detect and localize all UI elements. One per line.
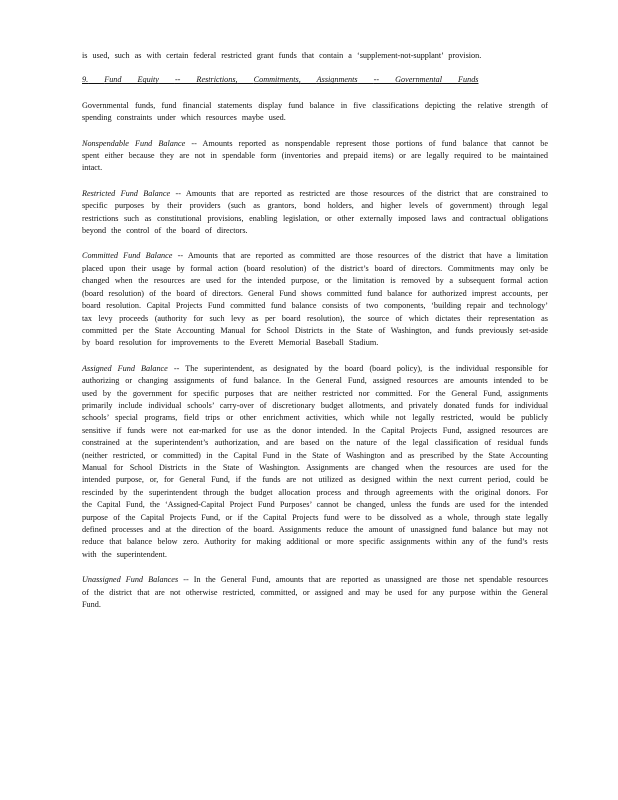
section-title-part: Funds	[458, 75, 479, 85]
term-restricted: Restricted Fund Balance	[82, 188, 171, 198]
term-assigned: Assigned Fund Balance	[82, 363, 168, 373]
intro-paragraph: is used, such as with certain federal restricted grant funds that contain a ‘supplement-not-supplant’ provision.	[82, 51, 482, 60]
paragraph-text: Governmental funds, fund financial statements display fund balance in five classifications depicting the relative strength of spending constraints under which resources maybe used.	[82, 100, 548, 123]
section-title-part: -- Restrictions,	[174, 75, 238, 85]
section-heading	[82, 74, 548, 86]
section-title-part: Assignments	[316, 75, 358, 85]
paragraph-text: -- Amounts that are reported as restricted are those resources of the district that are constrained to specific purposes by their providers (such as grantors, bond holders, and higher levels of government) through legal restrictions such as constitutional provisions, enabling legislation, or other externally imposed laws and contractual obligations beyond the control of the board of directors.	[82, 188, 548, 236]
paragraph-assigned	[82, 363, 548, 562]
paragraph-text: -- In the General Fund, amounts that are reported as unassigned are those net spendable resources of the district that are not otherwise restricted, committed, or assigned and may be used for any purpose within the General Fund.	[82, 575, 549, 610]
section-number: 9.	[82, 75, 89, 85]
paragraph-restricted	[82, 188, 548, 238]
document-body	[82, 50, 548, 624]
paragraph-text: -- The superintendent, as designated by the board (board policy), is the individual responsible for authorizing or changing assignments of fund balance. In the General Fund, assigned resources are amounts intended to be used by the government for specific purposes that are neither restricted nor committed. For the General Fund, assignments primarily include individual schools’ carry-over of discretionary budget allotments, and privately donated funds for individual schools’ special programs, field trips or other enrichment activities, which while not legally restricted, would be publicly sensitive if funds were not ear-marked for use as the donor intended. In the Capital Projects Fund, assigned resources are constrained at the superintendent’s authorization, and are based on the nature of the legal classification of residual funds (neither restricted, or committed) in the Capital Fund in the State of Washington and as prescribed by the State Accounting Manual for School Districts in the State of Washington. Assignments are changed when the resources are used for the intended purpose, or, for General Fund, if the funds are not utilized as designed within the next current period, could be rescinded by the superintendent through the budget allocation process and through agreements with the original donors. For the Capital Fund, the ‘Assigned-Capital Project Fund Purposes’ cannot be changed, unless the funds are used for the intended purpose of the Capital Projects Fund, or if the Capital Projects fund were to be dissolved as a whole, through state legally defined processes and at the direction of the board. Assignments reduce the amount of unassigned fund balance but may not reduce that balance below zero. Authority for making additional or more specific assignments within any of the fund’s rests with the superintendent.	[82, 363, 549, 559]
paragraph-text: -- Amounts reported as nonspendable represent those portions of fund balance that cannot be spent either because they are not in spendable form (inventories and prepaid items) or are legally required to be maintained intact.	[82, 138, 548, 173]
paragraph-committed	[82, 250, 548, 349]
term-unassigned: Unassigned Fund Balances	[82, 575, 179, 585]
section-title-part: -- Governmental	[373, 75, 442, 85]
section-title-part: Commitments,	[253, 75, 301, 85]
term-committed: Committed Fund Balance	[82, 251, 173, 261]
paragraph-text: -- Amounts that are reported as committed are those resources of the district that have a limitation placed upon their usage by formal action (board resolution) of the district’s board of directors. Commitments may only be changed when the resources are used for the intended purpose, or the limitation is removed by a subsequent formal action (board resolution) of the board of directors. General Fund shows committed fund balance for authorized imprest accounts, per board resolution. Capital Projects Fund committed fund balance consists of two components, ‘building repair and technology’ tax levy proceeds (authority for such levy as per board resolution), the source of which dictates their representation as committed per the State Accounting Manual for School Districts in the State of Washington, and funds previously set-aside by board resolution for improvements to the Everett Memorial Baseball Stadium.	[82, 251, 549, 348]
paragraph-unassigned	[82, 574, 548, 611]
paragraph-nonspendable	[82, 138, 548, 175]
term-nonspendable: Nonspendable Fund Balance	[82, 138, 186, 148]
section-title-part: Fund Equity	[104, 75, 159, 85]
paragraph-governmental-funds	[82, 100, 548, 125]
